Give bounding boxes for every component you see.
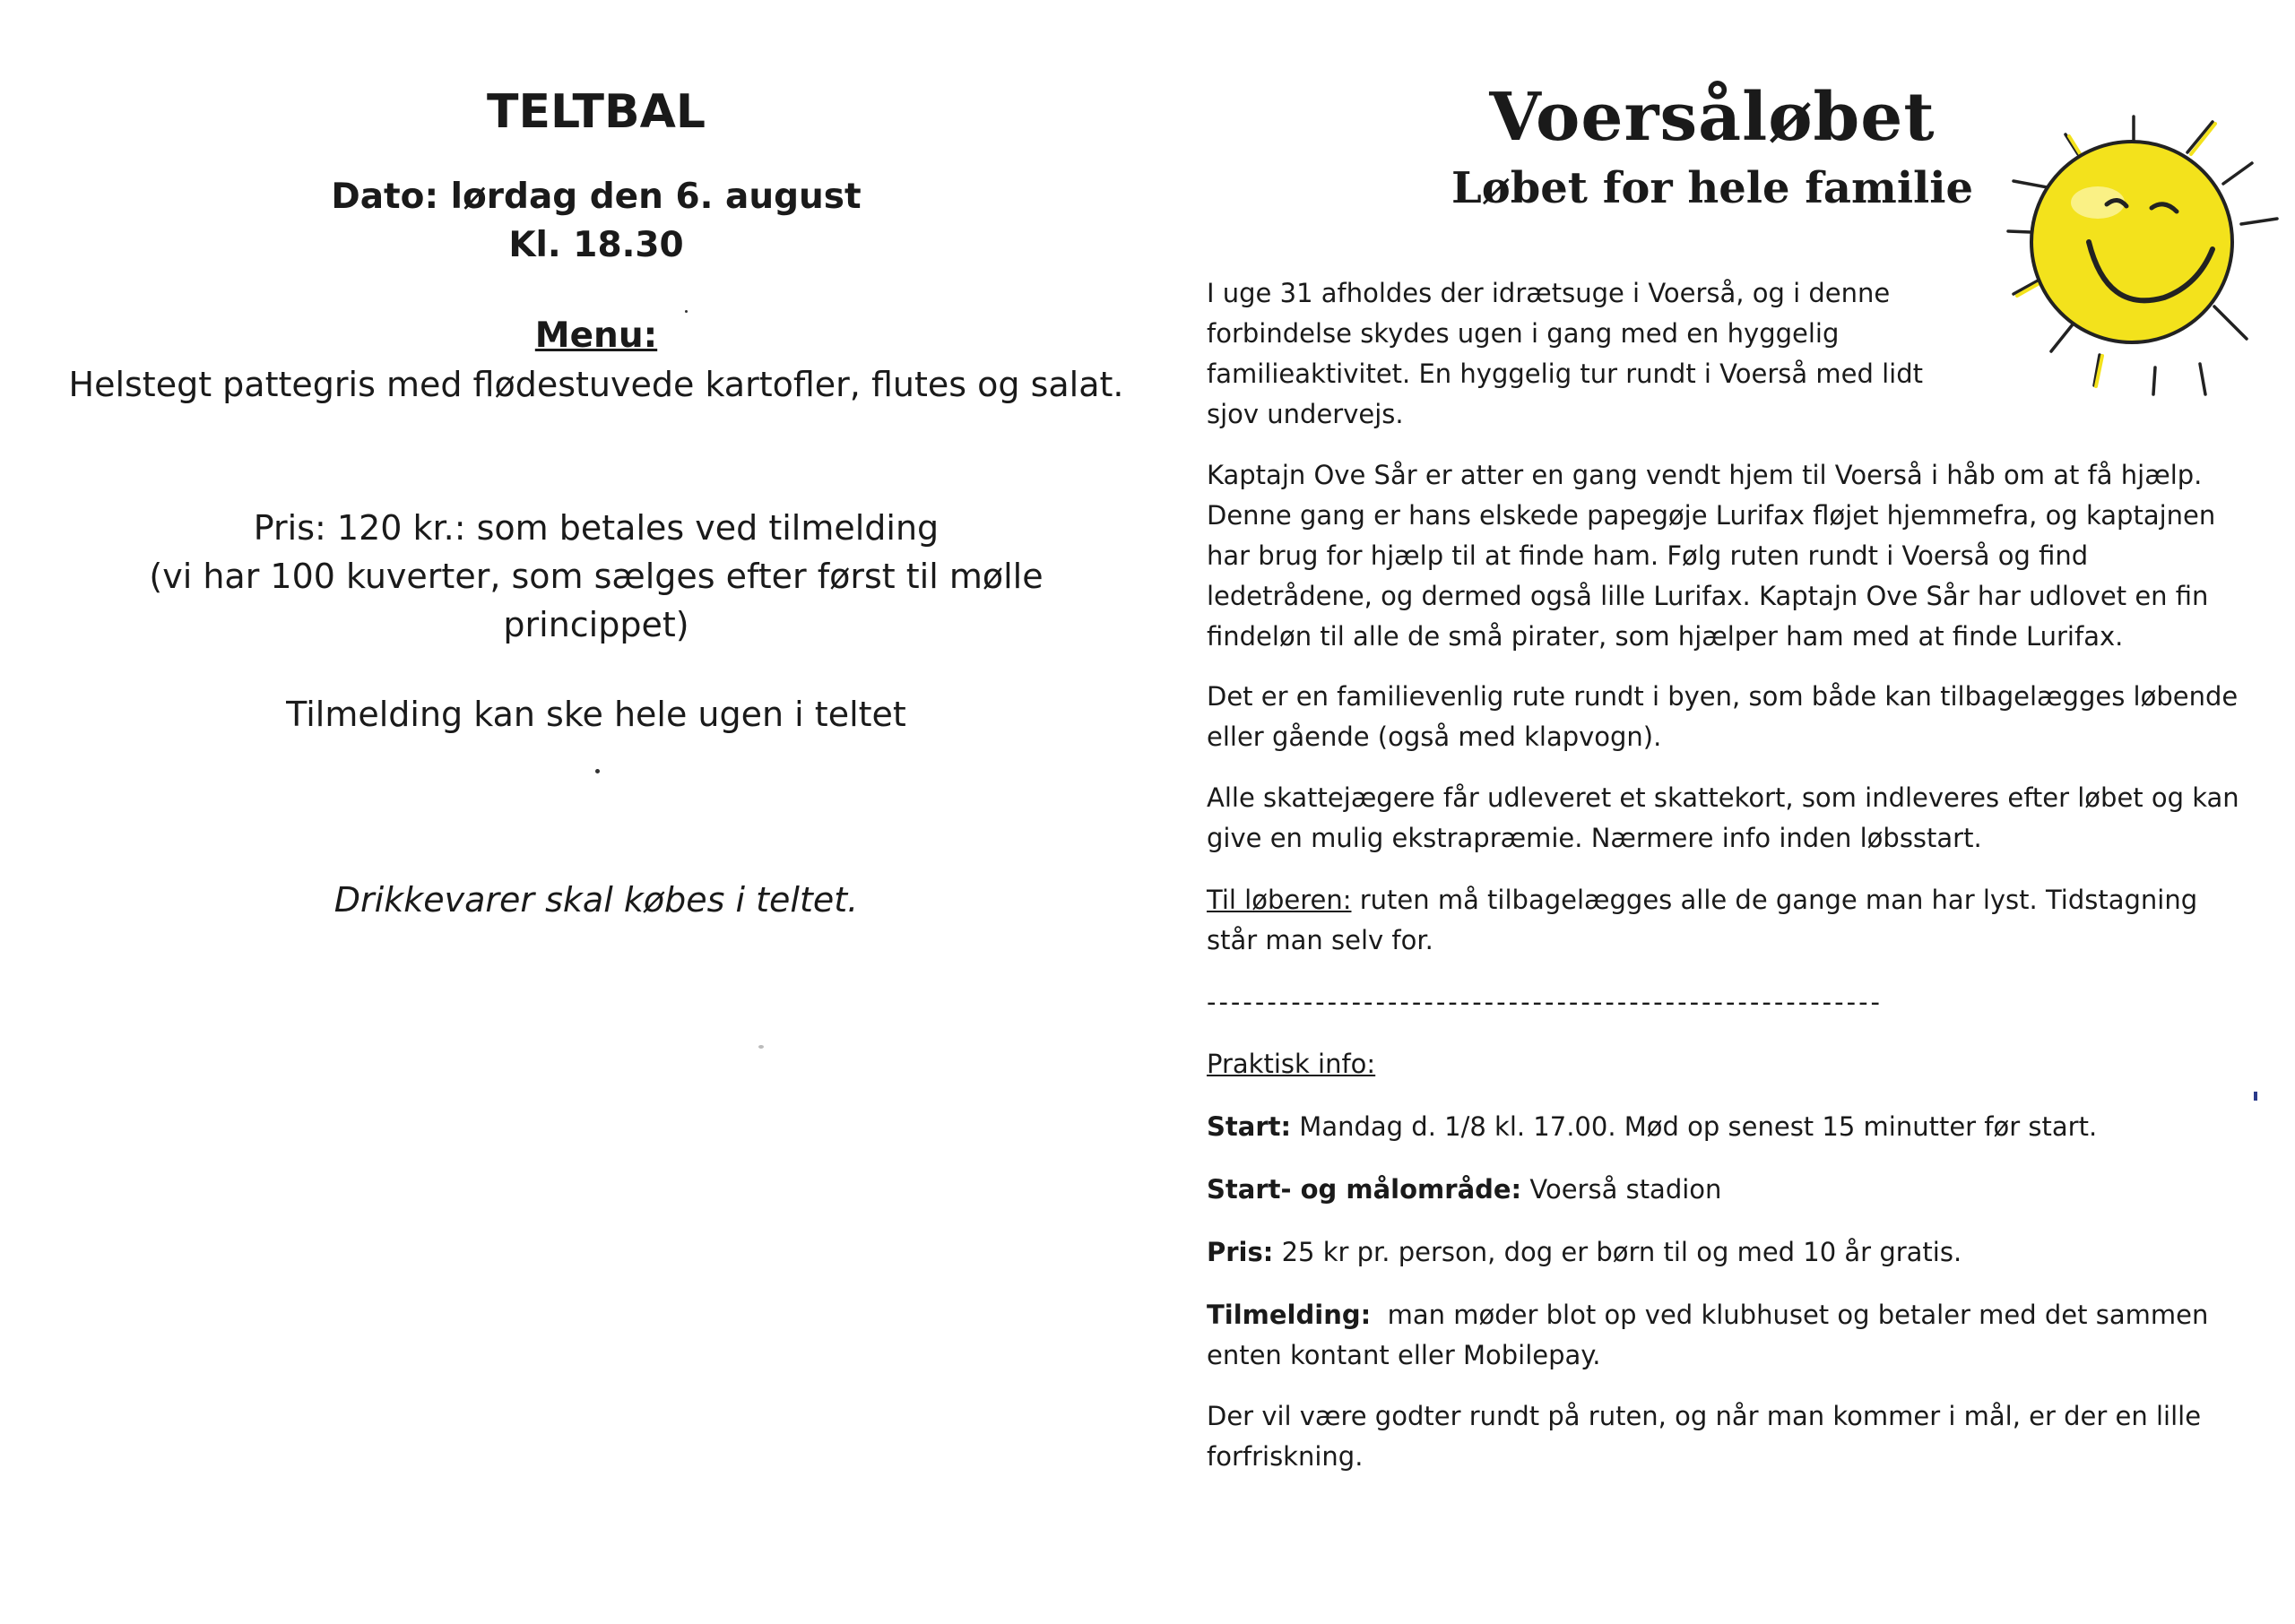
scan-speck (685, 310, 688, 313)
area-label: Start- og målområde: (1207, 1174, 1522, 1205)
signup-info (1207, 1295, 2251, 1376)
closing-note: Der vil være godter rundt på ruten, og når man kommer i mål, er der en lille forfriskning. (1207, 1401, 2202, 1472)
separator-line: -------------------------------------------------------- (1207, 987, 1884, 1017)
scan-speck (2254, 1092, 2257, 1101)
race-subtitle: Løbet for hele familie (1451, 163, 1974, 213)
start-info (1207, 1107, 2251, 1147)
signup-text: man møder blot op ved klubhuset og betaler med det sammen enten kontant eller Mobilepay. (1207, 1300, 2217, 1370)
intro-paragraph: I uge 31 afholdes der idrætsuge i Voerså, og i denne forbindelse skydes ugen i gang med en hyggelig familieaktivitet. En hyggelig tur rundt i Voerså med lidt sjov undervejs. (1207, 278, 1923, 429)
start-text: Mandag d. 1/8 kl. 17.00. Mød op senest 15 minutter før start. (1291, 1111, 2098, 1142)
start-label: Start: (1207, 1111, 1292, 1142)
story-paragraph: Kaptajn Ove Sår er atter en gang vendt hjem til Voerså i håb om at få hjælp. Denne gang er hans elskede papegøje Lurifax fløjet hjemmefra, og kaptajnen har brug for hjælp til at finde ham. Følg ruten rundt i Voerså og find ledetrådene, og dermed også lille Lurifax. Kaptajn Ove Sår har udlovet en fin findeløn til alle de små pirater, som hjælper ham med at finde Lurifax. (1207, 460, 2216, 652)
runner-paragraph (1207, 880, 2251, 961)
runner-label: Til løberen: (1207, 885, 1352, 915)
teltbal-date-line: Dato: lørdag den 6. august (331, 177, 862, 217)
menu-text: Helstegt pattegris med flødestuvede kartofler, flutes og salat. (68, 365, 1124, 404)
teltbal-title: TELTBAL (486, 85, 706, 139)
runner-text: ruten må tilbagelægges alle de gange man har lyst. Tidstagning står man selv for. (1207, 885, 2198, 955)
area-text: Voerså stadion (1521, 1174, 1722, 1205)
teltbal-time-line: Kl. 18.30 (508, 225, 684, 265)
scan-speck (595, 769, 600, 773)
signup-label: Tilmelding: (1207, 1300, 1372, 1330)
practical-info-heading: Praktisk info: (1207, 1049, 1376, 1079)
teltbal-date (54, 173, 1139, 270)
area-info (1207, 1170, 2251, 1210)
route-paragraph: Det er en familievenlig rute rundt i byen, som både kan tilbagelægges løbende eller gående (også med klapvogn). (1207, 681, 2239, 752)
price-label: Pris: (1207, 1237, 1274, 1267)
price-note: (vi har 100 kuverter, som sælges efter først til mølle princippet) (149, 557, 1044, 644)
scan-speck (758, 1045, 764, 1049)
teltbal-signup: Tilmelding kan ske hele ugen i teltet (286, 695, 906, 734)
treasure-paragraph: Alle skattejægere får udleveret et skattekort, som indleveres efter løbet og kan give en mulig ekstrapræmie. Nærmere info inden løbsstart. (1207, 782, 2239, 853)
price-info (1207, 1232, 2251, 1273)
teltbal-price (54, 504, 1139, 649)
price-text: 25 kr pr. person, dog er børn til og med 10 år gratis. (1273, 1237, 1962, 1267)
smiling-sun-icon (1972, 99, 2282, 408)
menu-heading: Menu: (534, 315, 658, 356)
race-title: Voersåløbet (1489, 79, 1936, 156)
drinks-note: Drikkevarer skal købes i teltet. (333, 880, 859, 920)
price-line: Pris: 120 kr.: som betales ved tilmelding (253, 508, 940, 548)
